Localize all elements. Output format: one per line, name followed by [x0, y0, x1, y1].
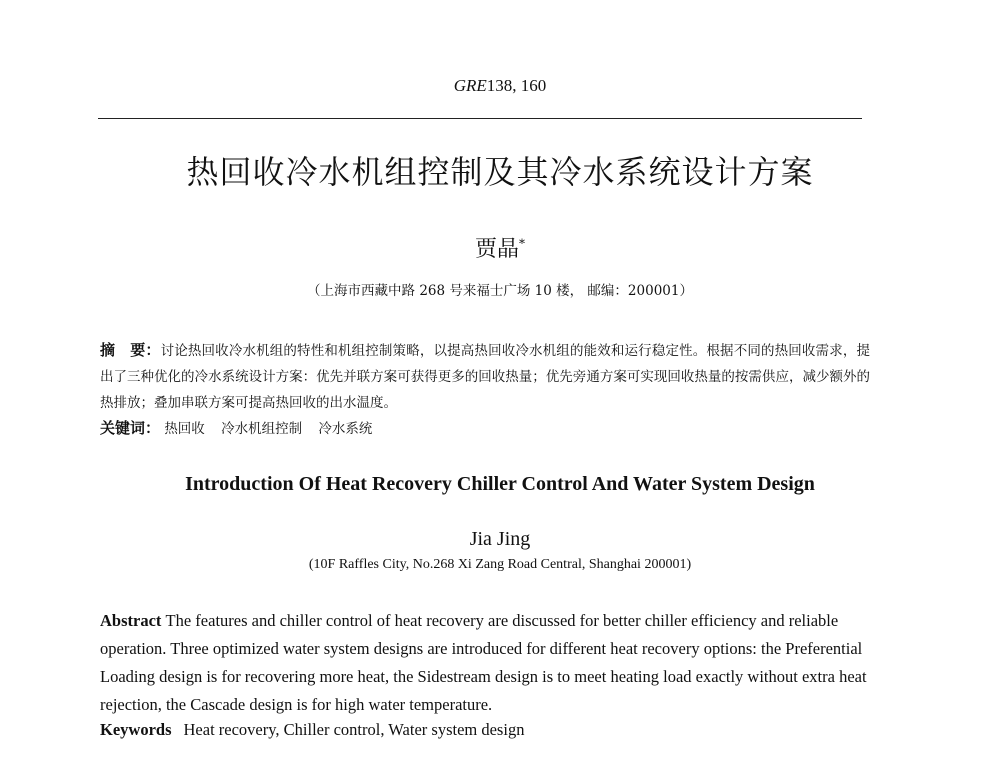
abstract-cn-label: 摘 要：: [100, 341, 161, 359]
author-en: Jia Jing: [469, 528, 531, 550]
header-code: [0, 76, 1000, 96]
keyword-cn-item: 热回收: [164, 421, 205, 437]
keyword-cn-item: 冷水系统: [318, 421, 373, 437]
paper-title-en: Introduction Of Heat Recovery Chiller Control And Water System Design: [185, 473, 815, 495]
author-cn-mark: *: [519, 236, 525, 251]
abstract-en-text: The features and chiller control of heat recovery are discussed for better chiller efficiency and reliable operation. Three optimized water system designs are introduced for different heat recovery options: the Preferential Loading design is for recovering more heat, the Sidestream design is to meet heating load exactly without extra heat rejection, the Cascade design is for high water temperature.: [100, 611, 867, 714]
author-cn-name: 贾晶: [474, 237, 519, 262]
abstract-cn: [100, 337, 870, 416]
header-code-italic: GRE: [453, 76, 487, 95]
address-en: (10F Raffles City, No.268 Xi Zang Road Central, Shanghai 200001): [308, 557, 692, 572]
keywords-cn-label: 关键词：: [100, 419, 161, 437]
keywords-en-text: Heat recovery, Chiller control, Water system design: [183, 720, 525, 739]
author-cn: [0, 232, 1000, 263]
address-cn: （上海市西藏中路 268 号来福士广场 10 楼， 邮编：200001）: [307, 283, 693, 299]
paper-title-cn: 热回收冷水机组控制及其冷水系统设计方案: [186, 153, 814, 191]
keywords-en-label: Keywords: [100, 720, 172, 739]
keywords-cn: [100, 417, 870, 438]
abstract-en: [100, 607, 890, 719]
keywords-en: [100, 720, 890, 740]
header-code-rest: 138, 160: [486, 76, 547, 95]
abstract-en-label: Abstract: [100, 611, 162, 630]
abstract-cn-text: 讨论热回收冷水机组的特性和机组控制策略，以提高热回收冷水机组的能效和运行稳定性。根据不同的热回收需求，提出了三种优化的冷水系统设计方案：优先并联方案可获得更多的回收热量；优先旁通方案可实现回收热量的按需供应，减少额外的热排放；叠加串联方案可提高热回收的出水温度。: [100, 343, 870, 411]
header-divider: [98, 118, 862, 119]
keyword-cn-item: 冷水机组控制: [221, 421, 303, 437]
